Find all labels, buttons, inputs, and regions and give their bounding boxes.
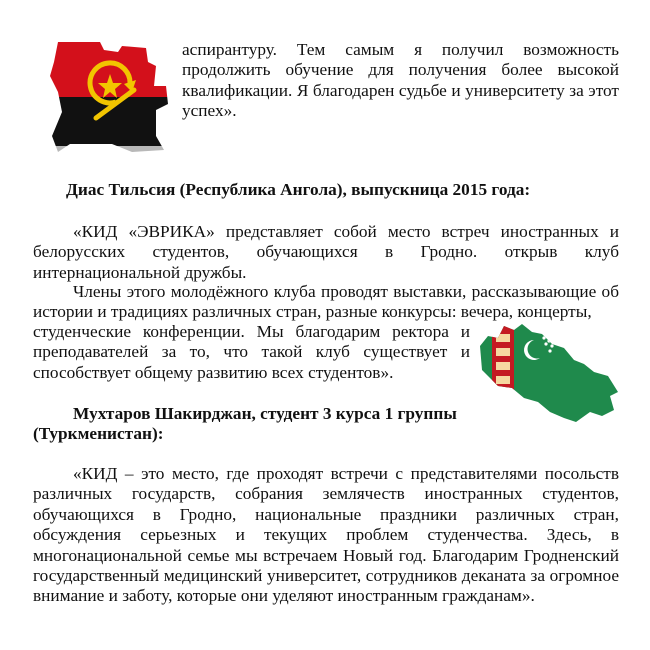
turkmenistan-flag-map-icon	[478, 322, 620, 424]
angola-flag-map-icon	[48, 40, 172, 152]
paragraph-quote-turkmenistan: «КИД – это место, где проходят встречи с представителями посольств различных государств, собрания землячеств иностранных студентов, обучающихся в Гродно, национальные праздники различных стран, обсуждения серьезных и текущих проблем студенчества. Здесь, в многонациональной семье мы встречаем Новый год. Благодарим Гродненский государственный медицинский университет, сотрудников деканата за огромное внимание и заботу, которые они уделяют иностранным гражданам».	[33, 464, 619, 606]
paragraph-quote-angola: «КИД «ЭВРИКА» представляет собой место встреч иностранных и белорусских студентов, обучающихся в Гродно. открыв клуб интернациональной дружбы.	[33, 222, 619, 282]
speaker-heading-angola: Диас Тильсия (Республика Ангола), выпускница 2015 года:	[66, 180, 531, 199]
speaker-heading-turkmenistan: Мухтаров Шакирджан, студент 3 курса 1 группы (Туркменистан):	[33, 404, 457, 444]
paragraph-intro: аспирантуру. Тем самым я получил возможность продолжить обучение для получения более высокой квалификации. Я благодарен судьбе и университету за этот успех».	[182, 40, 619, 121]
paragraph-club-members: Члены этого молодёжного клуба проводят выставки, рассказывающие об истории и традициях различных стран, разные конкурсы: вечера, концерты,	[33, 282, 619, 322]
paragraph-club-members-continued: студенческие конференции. Мы благодарим ректора и преподавателей за то, что такой клуб существует и способствует общему развитию всех студентов».	[33, 322, 470, 382]
